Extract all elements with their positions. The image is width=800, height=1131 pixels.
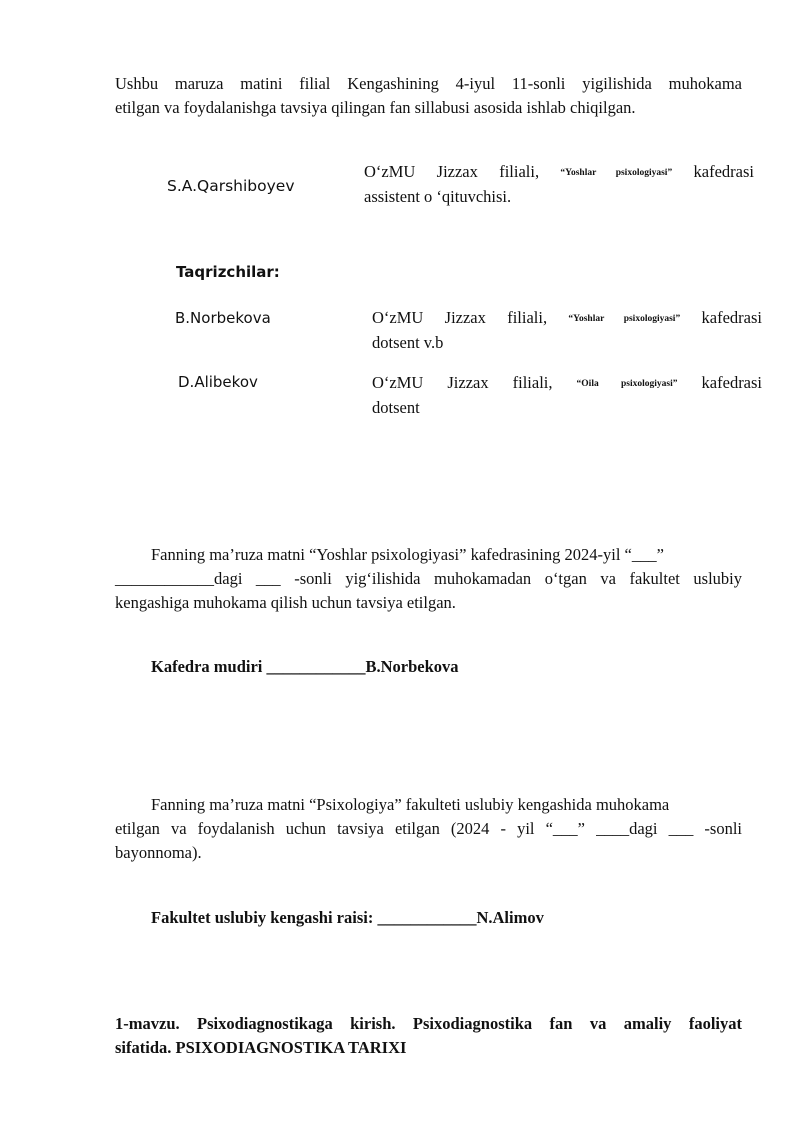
author-position: assistent o ‘qituvchisi. bbox=[364, 187, 512, 206]
reviewer-2-department: “Oila psixologiyasi” bbox=[576, 379, 678, 389]
intro-line-1: Ushbu maruza matini filial Kengashining 4-iyul 11-sonli yigilishida muhokama bbox=[115, 74, 742, 93]
faculty-note bbox=[115, 793, 742, 865]
kafedra-note-line-1: Fanning ma’ruza matni “Yoshlar psixologiyasi” kafedrasining 2024-yil “___” bbox=[151, 545, 664, 564]
author-affiliation bbox=[364, 160, 754, 209]
topic-heading bbox=[115, 1012, 742, 1060]
reviewer-2-aff-suffix: kafedrasi bbox=[701, 373, 763, 392]
reviewer-1-affiliation bbox=[372, 306, 762, 355]
reviewer-2-aff-prefix: O‘zMU Jizzax filiali, bbox=[372, 373, 553, 392]
kafedra-note-line-2: ____________dagi ___ -sonli yig‘ilishida muhokamadan o‘tgan va fakultet uslubiy bbox=[115, 569, 742, 588]
topic-heading-line-2: sifatida. PSIXODIAGNOSTIKA TARIXI bbox=[115, 1038, 407, 1057]
intro-line-2: etilgan va foydalanishga tavsiya qilingan fan sillabusi asosida ishlab chiqilgan. bbox=[115, 98, 636, 117]
author-aff-prefix: O‘zMU Jizzax filiali, bbox=[364, 162, 540, 181]
faculty-note-line-3: bayonnoma). bbox=[115, 843, 202, 862]
kafedra-note bbox=[115, 543, 742, 615]
reviewer-2-affiliation-line bbox=[372, 371, 762, 396]
author-department: “Yoshlar psixologiyasi” bbox=[560, 168, 673, 178]
faculty-note-line-2: etilgan va foydalanish uchun tavsiya etilgan (2024 - yil “___” ____dagi ___ -sonli bbox=[115, 819, 742, 838]
kafedra-head-signature: Kafedra mudiri ____________B.Norbekova bbox=[151, 657, 459, 676]
faculty-note-line-1: Fanning ma’ruza matni “Psixologiya” fakulteti uslubiy kengashida muhokama bbox=[151, 795, 670, 814]
reviewer-1-position: dotsent v.b bbox=[372, 333, 444, 352]
reviewer-1-department: “Yoshlar psixologiyasi” bbox=[568, 314, 681, 324]
author-affiliation-line bbox=[364, 160, 754, 185]
reviewer-1-affiliation-line bbox=[372, 306, 762, 331]
reviewer-1-aff-prefix: O‘zMU Jizzax filiali, bbox=[372, 308, 548, 327]
reviewer-2-name: D.Alibekov bbox=[178, 373, 258, 391]
author-name: S.A.Qarshiboyev bbox=[167, 177, 295, 195]
reviewers-heading: Taqrizchilar: bbox=[176, 263, 280, 281]
kafedra-note-line-3: kengashiga muhokama qilish uchun tavsiya etilgan. bbox=[115, 593, 456, 612]
reviewer-2-affiliation bbox=[372, 371, 762, 420]
author-aff-suffix: kafedrasi bbox=[693, 162, 754, 181]
faculty-council-signature: Fakultet uslubiy kengashi raisi: ____________N.Alimov bbox=[151, 908, 544, 927]
reviewer-1-name: B.Norbekova bbox=[175, 309, 271, 327]
topic-heading-line-1: 1-mavzu. Psixodiagnostikaga kirish. Psixodiagnostika fan va amaliy faoliyat bbox=[115, 1014, 742, 1033]
reviewer-1-aff-suffix: kafedrasi bbox=[701, 308, 762, 327]
intro-paragraph bbox=[115, 72, 742, 120]
reviewer-2-position: dotsent bbox=[372, 398, 420, 417]
